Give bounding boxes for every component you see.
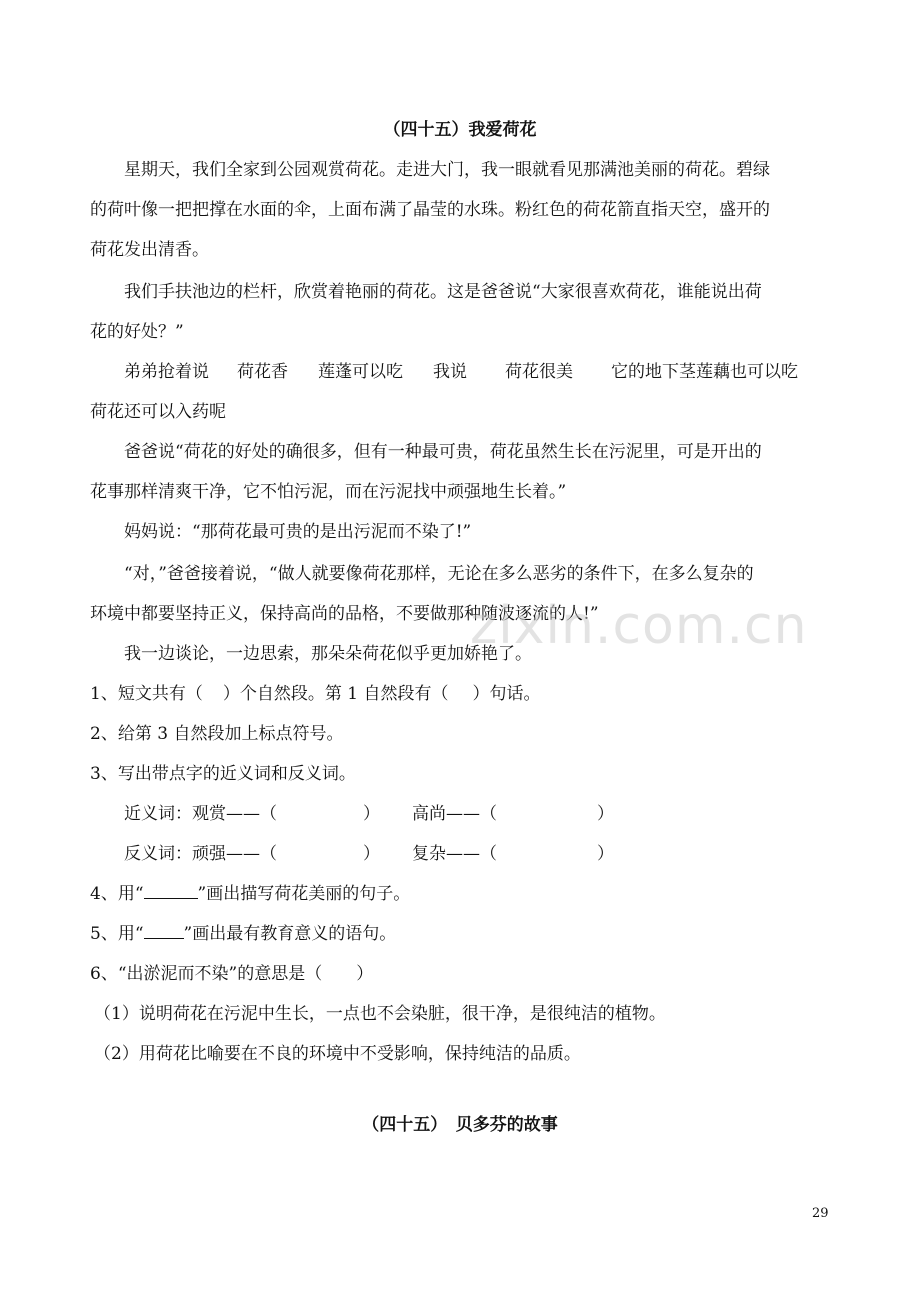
- question-5: [90, 922, 850, 946]
- synonym-label: 近义词：观赏——（: [124, 804, 277, 824]
- antonym-close-1: ）: [363, 844, 380, 864]
- p3-segment-c: 莲蓬可以吃: [318, 362, 403, 382]
- paragraph-4-line-1: 爸爸说“荷花的好处的确很多，但有一种最可贵，荷花虽然生长在污泥里，可是开出的: [124, 442, 762, 462]
- antonym-close-2: ）: [597, 844, 614, 864]
- question-4: [90, 882, 850, 906]
- paragraph-1-line-2: 的荷叶像一把把撑在水面的伞，上面布满了晶莹的水珠。粉红色的荷花箭直指天空，盛开的: [90, 200, 770, 220]
- paragraph-3-line-1: [124, 360, 884, 384]
- story-title: （四十五）我爱荷花: [383, 120, 537, 140]
- page-number: 29: [812, 1206, 829, 1221]
- antonym-row: [124, 842, 884, 866]
- q1-text-a: 1、短文共有（: [90, 684, 203, 704]
- option-1: （1）说明荷花在污泥中生长，一点也不会染脏，很干净，是很纯洁的植物。: [94, 1004, 666, 1024]
- p3-segment-d: 我说: [433, 362, 467, 382]
- q1-text-c: ）句话。: [472, 684, 541, 704]
- paragraph-2-line-2: 花的好处？”: [90, 322, 184, 342]
- next-story-title: （四十五） 贝多芬的故事: [362, 1115, 558, 1135]
- p3-segment-b: 荷花香: [237, 362, 288, 382]
- paragraph-1-line-3: 荷花发出清香。: [90, 240, 209, 260]
- q5-text-a: 5、用“: [90, 924, 144, 944]
- q5-text-b: ”画出最有教育意义的语句。: [183, 924, 397, 944]
- synonym-word-2: 高尚——（: [412, 804, 497, 824]
- question-1: [90, 682, 850, 706]
- question-6: 6、“出淤泥而不染”的意思是（ ）: [90, 964, 374, 984]
- paragraph-1-line-1: 星期天，我们全家到公园观赏荷花。走进大门，我一眼就看见那满池美丽的荷花。碧绿: [124, 160, 770, 180]
- paragraph-6-line-1: “对，”爸爸接着说，“做人就要像荷花那样，无论在多么恶劣的条件下，在多么复杂的: [124, 564, 754, 584]
- q4-text-b: ”画出描写荷花美丽的句子。: [197, 884, 411, 904]
- solid-underline-sample: [144, 884, 198, 899]
- synonym-row: [124, 802, 884, 826]
- question-2: 2、给第 3 自然段加上标点符号。: [90, 724, 344, 744]
- antonym-label: 反义词：顽强——（: [124, 844, 277, 864]
- paragraph-2-line-1: 我们手扶池边的栏杆，欣赏着艳丽的荷花。这是爸爸说“大家很喜欢荷花，谁能说出荷: [124, 282, 762, 302]
- option-2: （2）用荷花比喻要在不良的环境中不受影响，保持纯洁的品质。: [94, 1044, 581, 1064]
- synonym-close-2: ）: [597, 804, 614, 824]
- q1-text-b: ）个自然段。第 1 自然段有（: [222, 684, 449, 704]
- paragraph-7: 我一边谈论，一边思索，那朵朵荷花似乎更加娇艳了。: [124, 644, 532, 664]
- q4-text-a: 4、用“: [90, 884, 144, 904]
- paragraph-4-line-2: 花事那样清爽干净，它不怕污泥，而在污泥找中顽强地生长着。”: [90, 482, 567, 502]
- synonym-close-1: ）: [363, 804, 380, 824]
- paragraph-3-line-2: 荷花还可以入药呢: [90, 402, 226, 422]
- thin-underline-sample: [144, 924, 184, 939]
- watermark: zixin.com.cn: [470, 596, 808, 656]
- paragraph-6-line-2: 环境中都要坚持正义，保持高尚的品格，不要做那种随波逐流的人!”: [90, 604, 599, 624]
- paragraph-5: 妈妈说：“那荷花最可贵的是出污泥而不染了!”: [124, 522, 472, 542]
- p3-segment-f: 它的地下茎莲藕也可以吃: [611, 362, 798, 382]
- p3-segment-a: 弟弟抢着说: [124, 362, 209, 382]
- antonym-word-2: 复杂——（: [412, 844, 497, 864]
- question-3: 3、写出带点字的近义词和反义词。: [90, 764, 356, 784]
- p3-segment-e: 荷花很美: [505, 362, 573, 382]
